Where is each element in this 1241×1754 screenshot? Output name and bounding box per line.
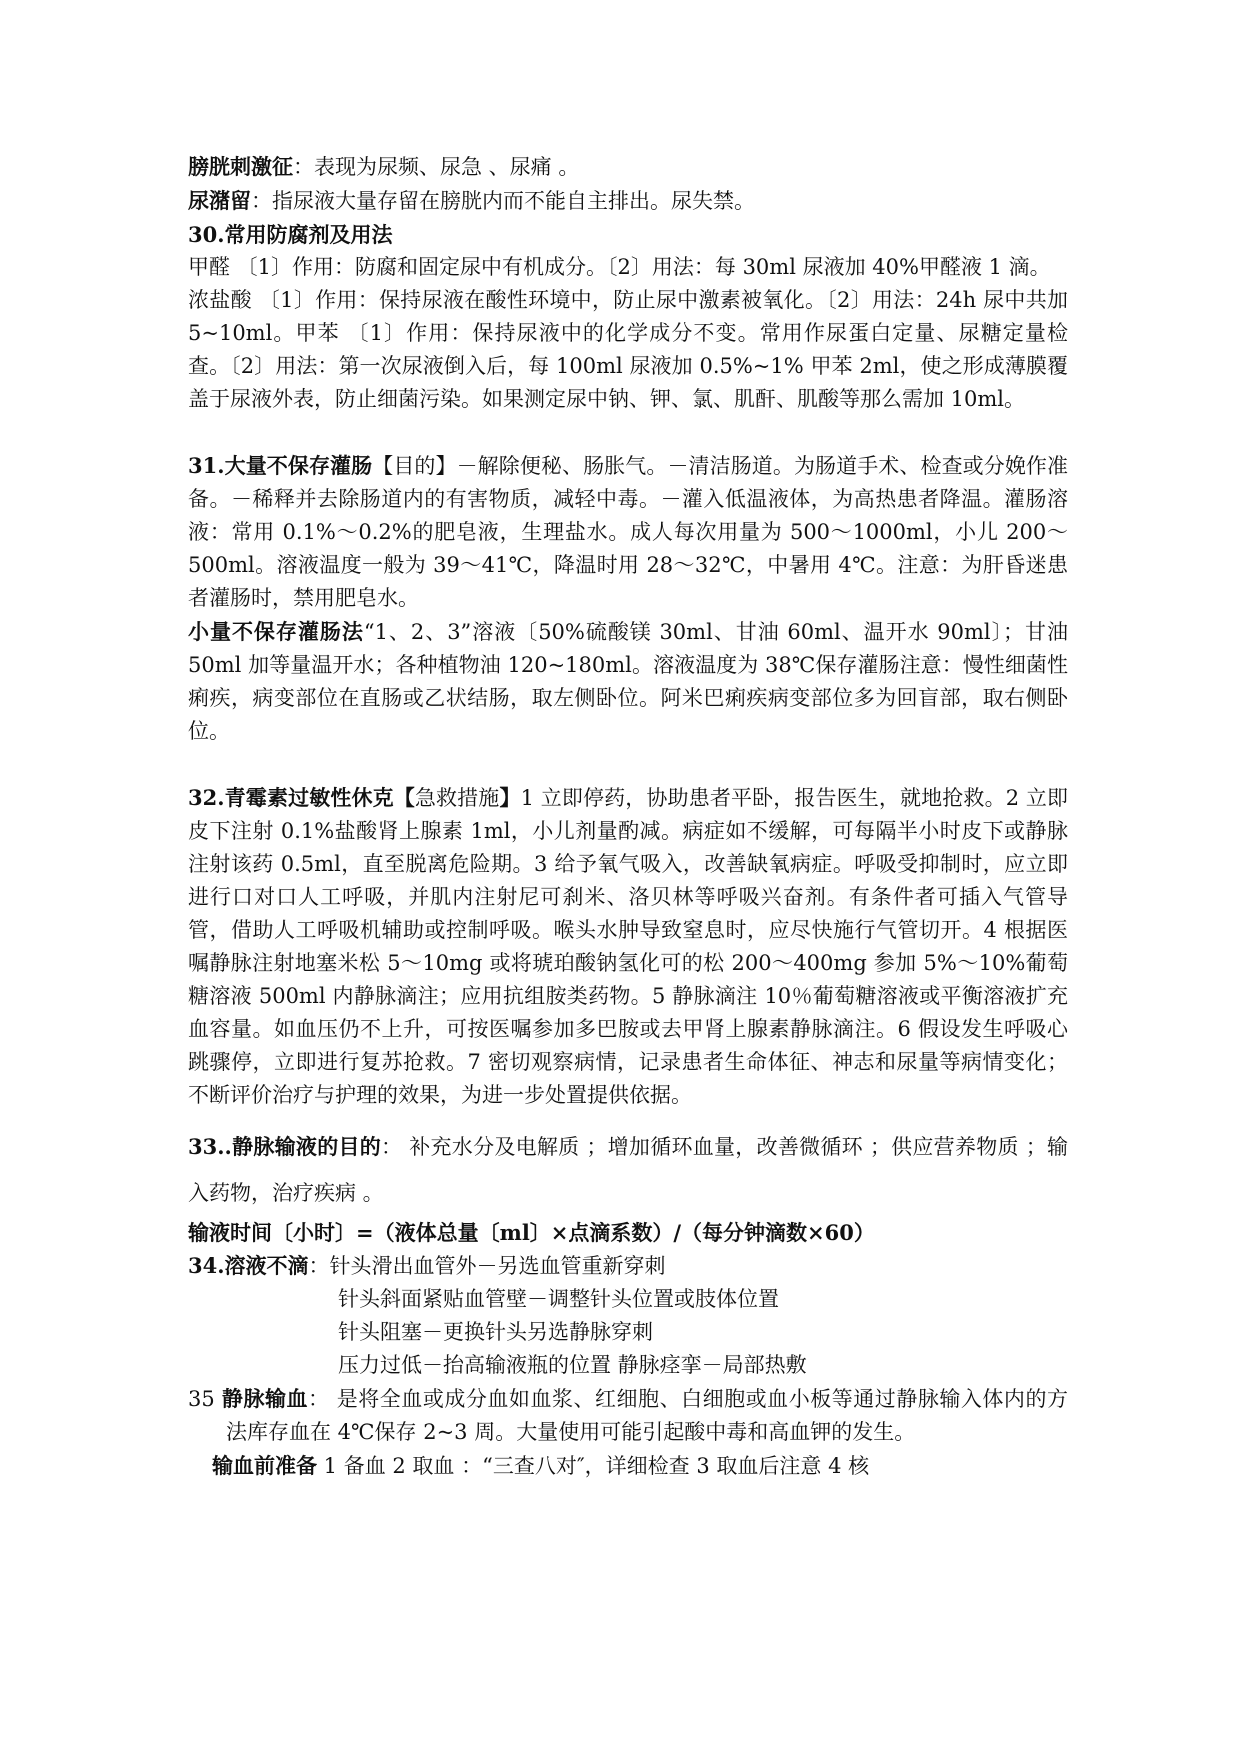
text-34-line1: ：针头滑出血管外－另选血管重新穿刺 xyxy=(308,1254,666,1278)
paragraph-urinary-retention xyxy=(188,184,1068,218)
paragraph-31-large-enema xyxy=(188,449,1068,615)
text-34-line3: 针头阻塞－更换针头另选静脉穿刺 xyxy=(338,1320,653,1344)
term-32-emergency-measures: 急救措施 xyxy=(414,786,500,810)
spacer xyxy=(188,416,1068,449)
term-34-solution-not-dripping: 34.溶液不滴 xyxy=(188,1253,309,1278)
text-35-blood-transfusion: ： 是将全血或成分血如血浆、红细胞、白细胞或血小板等通过静脉输入体内的方法库存血在 4℃保存 2~3 周。大量使用可能引起酸中毒和高血钾的发生。 xyxy=(226,1387,1068,1444)
number-35: 35 xyxy=(188,1387,222,1411)
paragraph-formaldehyde: 甲醛 〔1〕作用：防腐和固定尿中有机成分。〔2〕用法：每 30ml 尿液加 40%甲醛液 1 滴。 xyxy=(188,255,1051,279)
text-31-large-enema: 【目的】－解除便秘、肠胀气。－清洁肠道。为肠道手术、检查或分娩作准备。－稀释并去除肠道内的有害物质，减轻中毒。－灌入低温液体，为高热患者降温。灌肠溶液：常用 0.1%～0.2%的肥皂液，生理盐水。成人每次用量为 500～1000ml，小儿 200～500ml。溶液温度一般为 39～41℃，降温时用 28～32℃，中暑用 4℃。注意：为肝昏迷患者灌肠时，禁用肥皂水。 xyxy=(188,454,1068,610)
term-32-anaphylactic-shock: 32.青霉素过敏性休克【 xyxy=(188,785,415,810)
text-34-line4: 压力过低－抬高输液瓶的位置 静脉痉挛－局部热敷 xyxy=(338,1353,807,1377)
text-33-infusion-purpose: ： 补充水分及电解质 ；增加循环血量，改善微循环 ；供应营养物质 ；输入药物，治疗疾病 。 xyxy=(188,1135,1068,1205)
text-bladder-irritation: ：表现为尿频、尿急 、尿痛 。 xyxy=(293,155,580,179)
term-urinary-retention: 尿潴留 xyxy=(188,188,251,213)
term-35-blood-transfusion: 静脉输血 xyxy=(221,1386,309,1411)
paragraph-33-infusion-purpose xyxy=(188,1124,1068,1216)
paragraph-32-anaphylactic-shock xyxy=(188,781,1068,1112)
paragraph-35-blood-transfusion xyxy=(188,1382,1068,1449)
term-bladder-irritation: 膀胱刺激征 xyxy=(188,154,293,179)
term-31-small-enema: 小量不保存灌肠法 xyxy=(188,619,364,644)
paragraph-transfusion-preparation xyxy=(188,1449,1068,1483)
paragraph-hcl-toluene: 浓盐酸 〔1〕作用：保持尿液在酸性环境中，防止尿中激素被氧化。〔2〕用法：24h 尿中共加 5~10ml。甲苯 〔1〕作用：保持尿液中的化学成分不变。常用作尿蛋白定量、尿糖定量检查。〔2〕用法：第一次尿液倒入后，每 100ml 尿液加 0.5%~1% 甲苯 2ml，使之形成薄膜覆盖于尿液外表，防止细菌污染。如果测定尿中钠、钾、氯、肌酐、肌酸等那么需加 10ml。 xyxy=(188,288,1068,411)
paragraph-bladder-irritation xyxy=(188,150,1068,184)
term-32-bracket: 】 xyxy=(499,785,521,810)
document-body xyxy=(188,150,1068,1483)
spacer xyxy=(188,748,1068,781)
term-31-large-enema: 31.大量不保存灌肠 xyxy=(188,453,373,478)
term-33-infusion-purpose: 33..静脉输液的目的 xyxy=(188,1134,382,1159)
heading-30-preservatives: 30.常用防腐剂及用法 xyxy=(188,222,393,247)
text-31-small-enema: “1、2、3”溶液〔50%硫酸镁 30ml、甘油 60ml、温开水 90ml〕；甘油 50ml 加等量温开水；各种植物油 120~180ml。溶液温度为 38℃保存灌肠注意：慢性细菌性痢疾，病变部位在直肠或乙状结肠，取左侧卧位。阿米巴痢疾病变部位多为回盲部，取右侧卧位。 xyxy=(188,620,1069,743)
text-urinary-retention: ：指尿液大量存留在膀胱内而不能自主排出。尿失禁。 xyxy=(251,189,755,213)
text-transfusion-preparation: 1 备血 2 取血 ：“三查八对″，详细检查 3 取血后注意 4 核 xyxy=(317,1454,870,1478)
text-32-anaphylactic-shock: 1 立即停药，协助患者平卧，报告医生，就地抢救。2 立即皮下注射 0.1%盐酸肾上腺素 1ml，小儿剂量酌减。病症如不缓解，可每隔半小时皮下或静脉注射该药 0.5ml，直至脱离危险期。3 给予氧气吸入，改善缺氧病症。呼吸受抑制时，应立即进行口对口人工呼吸，并肌内注射尼可刹米、洛贝林等呼吸兴奋剂。有条件者可插入气管导管，借助人工呼吸机辅助或控制呼吸。喉头水肿导致窒息时，应尽快施行气管切开。4 根据医嘱静脉注射地塞米松 5～10mg 或将琥珀酸钠氢化可的松 200～400mg 参加 5%～10%葡萄糖溶液 500ml 内静脉滴注；应用抗组胺类药物。5 静脉滴注 10％葡萄糖溶液或平衡溶液扩充血容量。如血压仍不上升，可按医嘱参加多巴胺或去甲肾上腺素静脉滴注。6 假设发生呼吸心跳骤停，立即进行复苏抢救。7 密切观察病情，记录患者生命体征、神志和尿量等病情变化；不断评价治疗与护理的效果，为进一步处置提供依据。 xyxy=(188,786,1069,1107)
formula-infusion-time: 输液时间〔小时〕=（液体总量〔ml〕×点滴系数）/（每分钟滴数×60） xyxy=(188,1220,875,1245)
term-transfusion-preparation: 输血前准备 xyxy=(212,1453,317,1478)
text-34-line2: 针头斜面紧贴血管壁－调整针头位置或肢体位置 xyxy=(338,1287,779,1311)
paragraph-34-solution-not-dripping xyxy=(188,1249,1068,1283)
paragraph-31-small-enema xyxy=(188,615,1068,748)
